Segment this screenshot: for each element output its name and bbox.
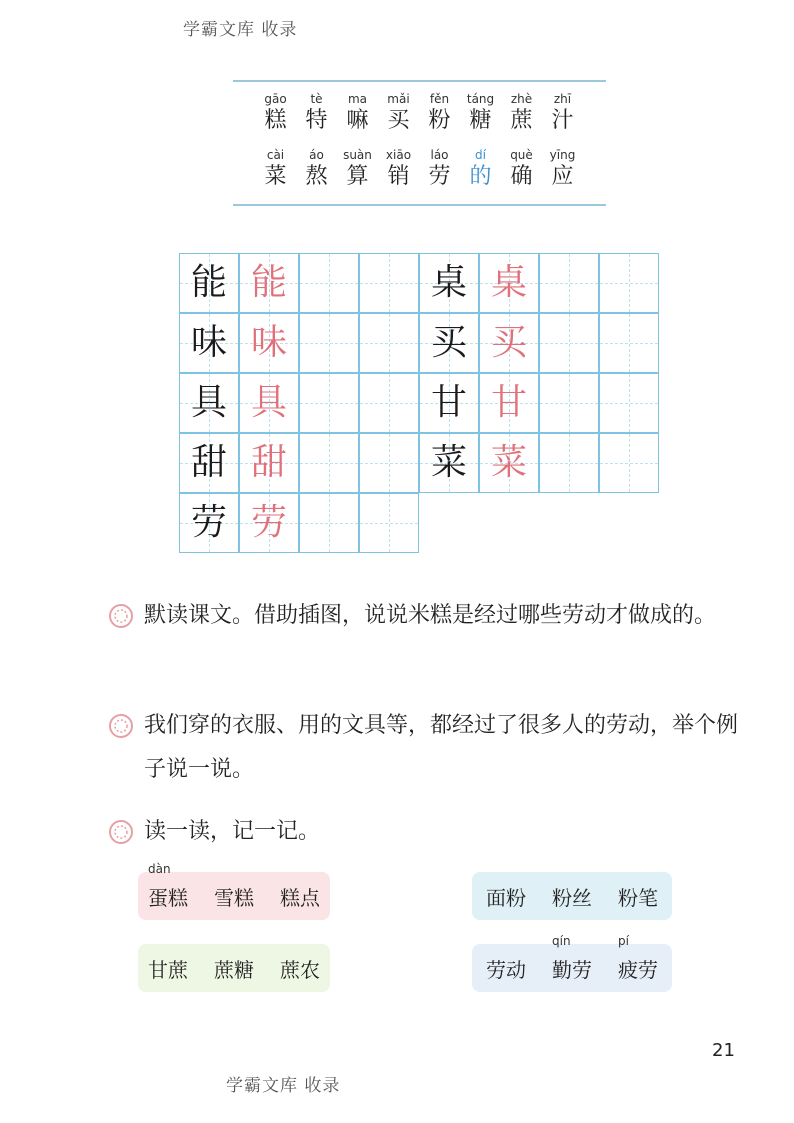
grid-cell [239, 493, 299, 553]
grid-cell [239, 373, 299, 433]
char-cell: táng 糖 [466, 92, 495, 133]
word-group-gao [138, 861, 330, 920]
char-cell: gāo 糕 [264, 92, 287, 133]
left-char-model: 味 [190, 322, 227, 363]
left-char-trace: 具 [250, 382, 287, 423]
grid-cell [539, 433, 599, 493]
grid-cell [299, 433, 359, 493]
exercise-text: 我们穿的衣服、用的文具等，都经过了很多人的劳动，举个例子说一说。 [144, 713, 739, 782]
grid-cell [599, 373, 659, 433]
word: 劳动 [486, 957, 526, 982]
grid-cell [419, 373, 479, 433]
grid-cell [179, 313, 239, 373]
recognize-chars-box [233, 80, 606, 206]
grid-cell [539, 373, 599, 433]
grid-cell [239, 313, 299, 373]
grid-cell [299, 493, 359, 553]
left-char-model: 能 [190, 262, 227, 303]
left-char-trace: 劳 [250, 502, 287, 543]
char-row-2 [255, 148, 595, 191]
char-cell: ma 嘛 [346, 92, 369, 133]
word-group-lao [472, 933, 672, 992]
char-cell: xiāo 销 [385, 148, 412, 189]
word: qín 勤劳 [552, 933, 592, 982]
grid-cell [359, 373, 419, 433]
word-ruby: pí [618, 933, 629, 948]
grid-cell [359, 493, 419, 553]
right-char-trace: 桌 [490, 262, 527, 303]
left-char-model: 劳 [190, 502, 227, 543]
grid-cell [539, 313, 599, 373]
left-char-model: 甜 [190, 442, 227, 483]
exercise-1 [108, 594, 748, 638]
word-group-fen [472, 872, 672, 920]
right-char-model: 买 [430, 322, 467, 363]
left-char-trace: 味 [250, 322, 287, 363]
char-cell: yīng 应 [549, 148, 576, 189]
right-char-trace: 菜 [490, 442, 527, 483]
top-rule [233, 80, 606, 82]
char-cell: zhè 蔗 [510, 92, 533, 133]
grid-cell [479, 253, 539, 313]
grid-cell [419, 433, 479, 493]
flower-bullet-icon [108, 713, 134, 739]
word: 面粉 [486, 885, 526, 910]
right-char-model: 菜 [430, 442, 467, 483]
char-cell: cài 菜 [264, 148, 287, 189]
word-ruby: dàn [148, 861, 171, 876]
word-group-zhe [138, 944, 330, 992]
page-number: 21 [712, 1040, 735, 1061]
right-char-trace: 甘 [490, 382, 527, 423]
grid-cell [599, 253, 659, 313]
char-row-1 [255, 92, 595, 135]
watermark-top: 学霸文库 收录 [183, 20, 298, 40]
grid-cell [539, 253, 599, 313]
watermark-bottom: 学霸文库 收录 [226, 1076, 341, 1096]
left-char-trace: 能 [250, 262, 287, 303]
right-char-model: 桌 [430, 262, 467, 303]
char-cell: láo 劳 [428, 148, 451, 189]
char-cell: mǎi 买 [387, 92, 410, 133]
grid-cell [359, 313, 419, 373]
char-cell: tè 特 [305, 92, 328, 133]
grid-cell [239, 433, 299, 493]
flower-bullet-icon [108, 603, 134, 629]
grid-cell [299, 313, 359, 373]
word: 蔗农 [280, 957, 320, 982]
word: 糕点 [280, 885, 320, 910]
left-char-model: 具 [190, 382, 227, 423]
grid-cell [179, 253, 239, 313]
word-ruby: qín [552, 933, 571, 948]
word: 雪糕 [214, 885, 254, 910]
char-cell-highlight: dí 的 [469, 148, 492, 189]
char-cell: zhī 汁 [551, 92, 574, 133]
grid-cell [239, 253, 299, 313]
exercise-text: 默读课文。借助插图，说说米糕是经过哪些劳动才做成的。 [144, 603, 717, 628]
word: 蔗糖 [214, 957, 254, 982]
grid-cell [179, 373, 239, 433]
flower-bullet-icon [108, 819, 134, 845]
char-cell: fěn 粉 [428, 92, 451, 133]
grid-cell [359, 433, 419, 493]
grid-cell [599, 433, 659, 493]
exercise-2 [108, 704, 748, 792]
word: dàn 蛋糕 [148, 861, 188, 910]
right-char-model: 甘 [430, 382, 467, 423]
char-cell: suàn 算 [343, 148, 372, 189]
grid-cell [599, 313, 659, 373]
grid-cell [419, 253, 479, 313]
left-char-trace: 甜 [250, 442, 287, 483]
word: 粉丝 [552, 885, 592, 910]
char-cell: què 确 [510, 148, 533, 189]
word: 甘蔗 [148, 957, 188, 982]
word: 粉笔 [618, 885, 658, 910]
word: pí 疲劳 [618, 933, 658, 982]
grid-cell [479, 313, 539, 373]
bottom-rule [233, 204, 606, 206]
grid-cell [179, 493, 239, 553]
exercise-text: 读一读，记一记。 [144, 819, 321, 844]
grid-cell [419, 313, 479, 373]
grid-cell [179, 433, 239, 493]
right-char-trace: 买 [490, 322, 527, 363]
grid-cell [479, 433, 539, 493]
exercise-3 [108, 810, 748, 854]
char-cell: áo 熬 [305, 148, 328, 189]
grid-cell [479, 373, 539, 433]
grid-cell [299, 373, 359, 433]
grid-cell [299, 253, 359, 313]
grid-cell [359, 253, 419, 313]
